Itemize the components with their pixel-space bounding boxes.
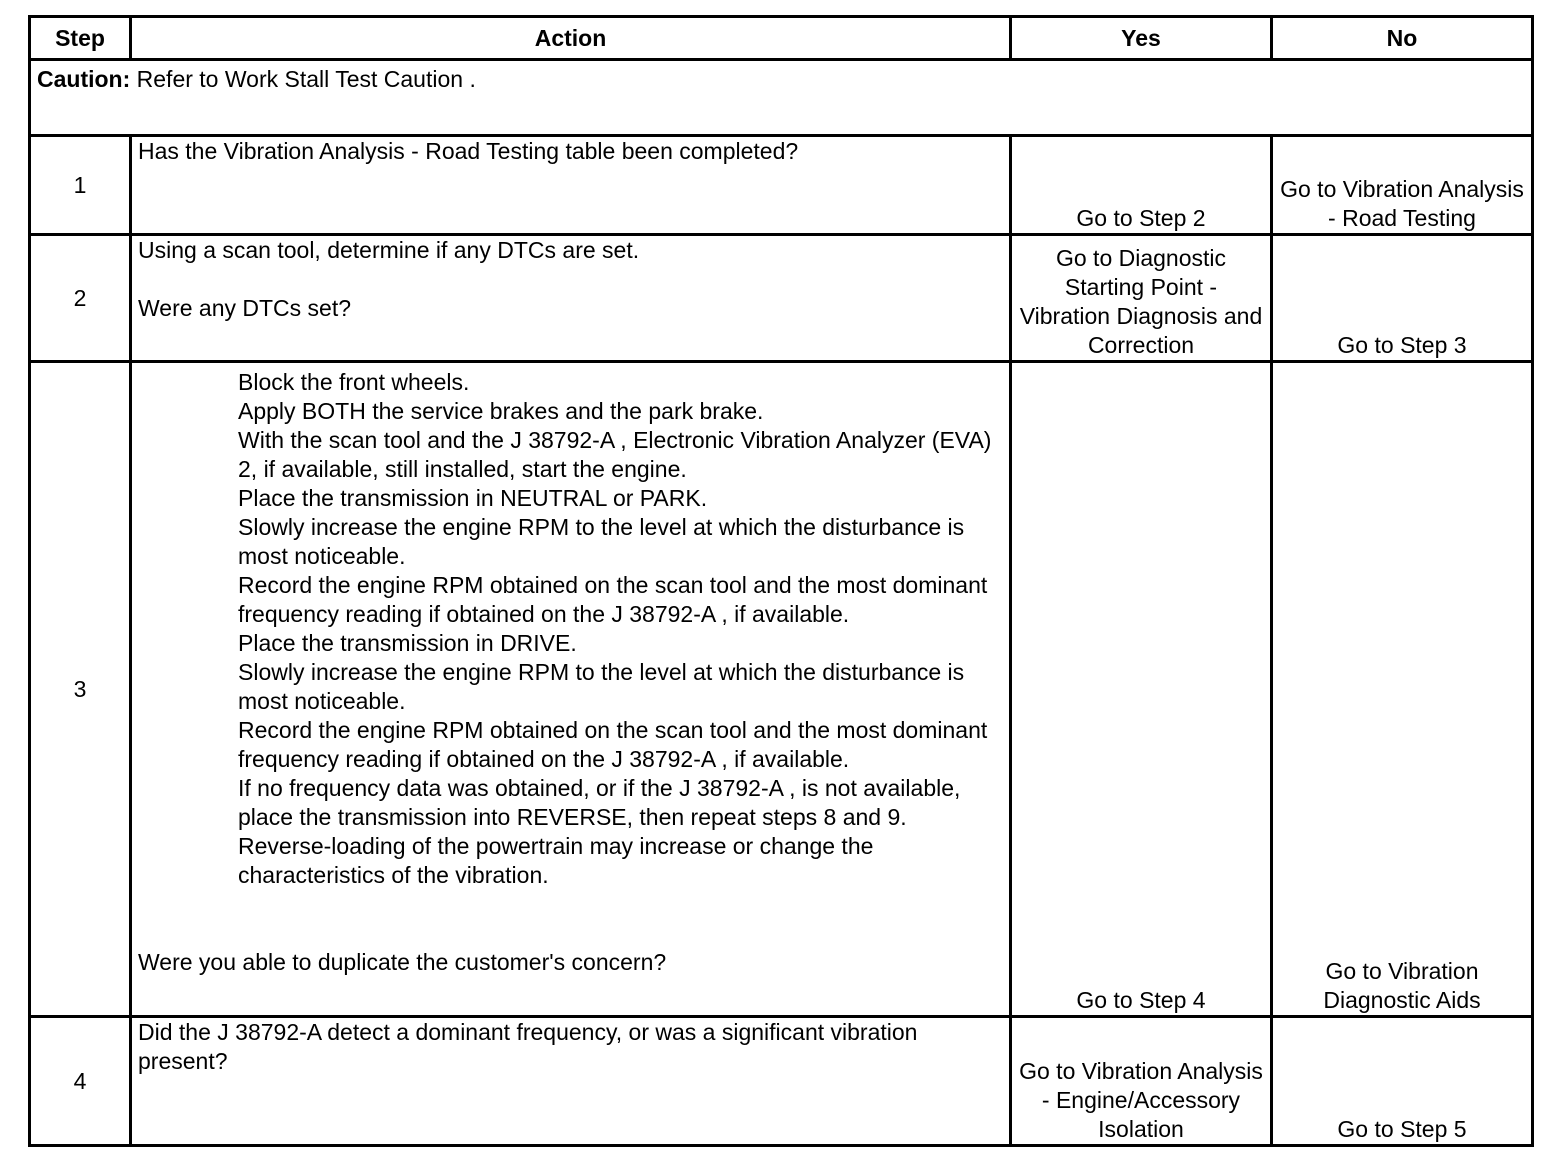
yes-link[interactable]: Go to Diagnostic Starting Point - Vibration Diagnosis and Correction (1011, 235, 1272, 362)
action-text: Has the Vibration Analysis - Road Testing table been completed? (131, 136, 1011, 235)
action-instruction: Using a scan tool, determine if any DTCs are set. (138, 237, 640, 263)
header-action: Action (131, 17, 1011, 60)
no-link[interactable]: Go to Vibration Diagnostic Aids (1272, 362, 1533, 1017)
action-question: Were you able to duplicate the customer's concern? (138, 949, 667, 975)
step-number: 1 (30, 136, 131, 235)
action-text: Did the J 38792-A detect a dominant frequency, or was a significant vibration present? (131, 1017, 1011, 1146)
header-no: No (1272, 17, 1533, 60)
list-item: Slowly increase the engine RPM to the level at which the disturbance is most noticeable. (238, 659, 965, 714)
no-link[interactable]: Go to Step 5 (1272, 1017, 1533, 1146)
table-row-step-3 (30, 362, 1533, 1017)
yes-link[interactable]: Go to Vibration Analysis - Engine/Accessory Isolation (1011, 1017, 1272, 1146)
header-yes: Yes (1011, 17, 1272, 60)
procedure-list (138, 368, 1003, 890)
diagnostic-table (28, 15, 1534, 1147)
caution-row (30, 60, 1533, 136)
list-item: Slowly increase the engine RPM to the level at which the disturbance is most noticeable. (238, 514, 965, 569)
header-row (30, 17, 1533, 60)
action-question: Were any DTCs set? (138, 295, 352, 321)
table-row-step-1 (30, 136, 1533, 235)
list-item: Block the front wheels. (238, 369, 470, 395)
step-number: 3 (30, 362, 131, 1017)
caution-text: Refer to Work Stall Test Caution . (130, 66, 476, 92)
no-link[interactable]: Go to Vibration Analysis - Road Testing (1272, 136, 1533, 235)
yes-link[interactable]: Go to Step 2 (1011, 136, 1272, 235)
caution-cell (30, 60, 1533, 136)
list-item: Place the transmission in DRIVE. (238, 630, 577, 656)
step-number: 4 (30, 1017, 131, 1146)
list-item: Place the transmission in NEUTRAL or PARK. (238, 485, 708, 511)
yes-link[interactable]: Go to Step 4 (1011, 362, 1272, 1017)
list-item: With the scan tool and the J 38792-A , Electronic Vibration Analyzer (EVA) 2, if available, still installed, start the engine. (238, 427, 992, 482)
caution-label: Caution: (37, 66, 131, 92)
header-step: Step (30, 17, 131, 60)
action-cell (131, 362, 1011, 1017)
table-row-step-2 (30, 235, 1533, 362)
action-cell (131, 235, 1011, 362)
list-item: Apply BOTH the service brakes and the park brake. (238, 398, 764, 424)
list-item: Record the engine RPM obtained on the scan tool and the most dominant frequency reading if obtained on the J 38792-A , if available. (238, 717, 988, 772)
no-link[interactable]: Go to Step 3 (1272, 235, 1533, 362)
table-row-step-4 (30, 1017, 1533, 1146)
step-number: 2 (30, 235, 131, 362)
list-item: Record the engine RPM obtained on the scan tool and the most dominant frequency reading if obtained on the J 38792-A , if available. (238, 572, 988, 627)
list-item: If no frequency data was obtained, or if the J 38792-A , is not available, place the transmission into REVERSE, then repeat steps 8 and 9. Reverse-loading of the powertrain may increase or change the characteristics of the vibration. (238, 775, 961, 888)
